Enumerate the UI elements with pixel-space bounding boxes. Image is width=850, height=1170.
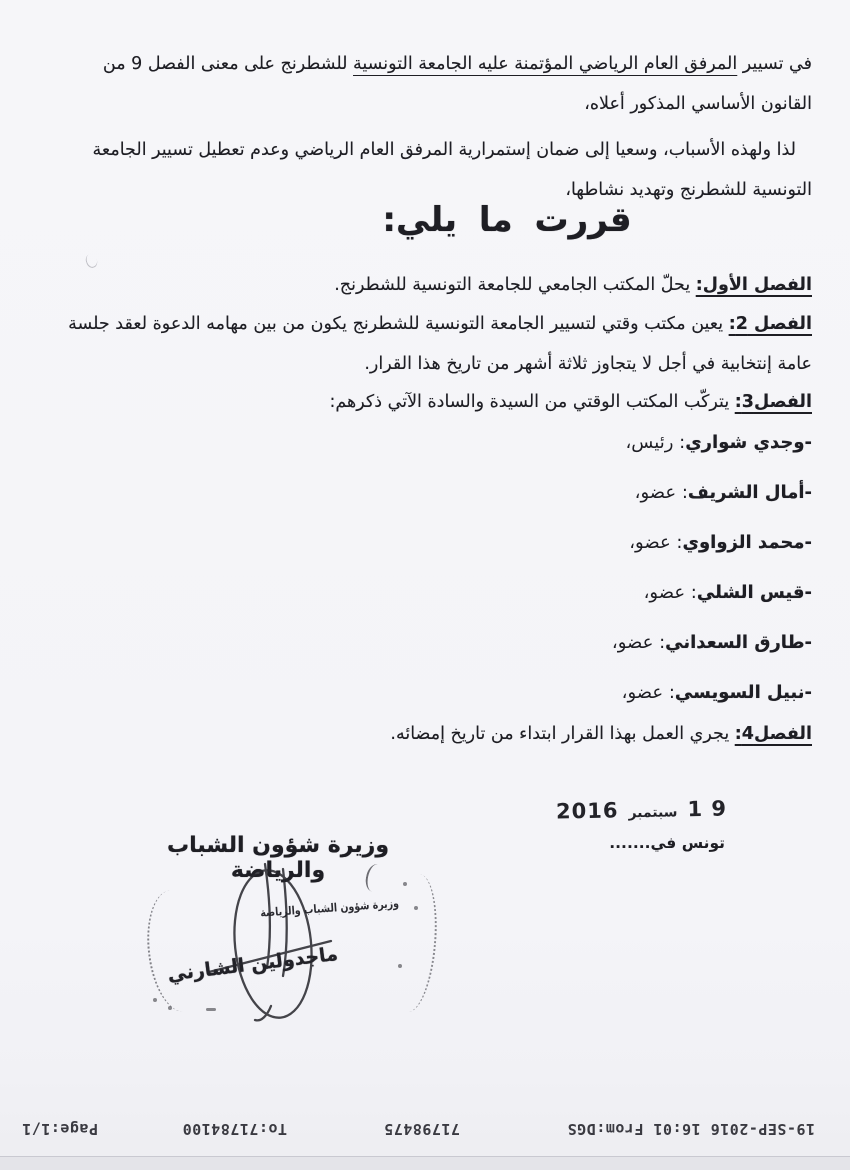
member-name: -طارق السعداني	[665, 632, 812, 653]
member-role: : عضو،	[634, 482, 688, 503]
article-3	[38, 382, 812, 422]
preamble-paragraph-2	[38, 130, 812, 210]
stamp-ink-dot	[168, 1006, 172, 1010]
article-4-label: الفصل4:	[734, 724, 812, 744]
stamp-ink-dot	[398, 964, 402, 968]
member-role: : عضو،	[621, 682, 675, 703]
article-4	[38, 714, 812, 754]
article-1	[38, 265, 812, 305]
date-stamp-month: سبتمبر	[628, 804, 678, 822]
paragraph-line: لذا ولهذه الأسباب، وسعيا إلى ضمان إستمرارية المرفق العام الرياضي وعدم تعطيل تسيير الجامعة	[92, 140, 796, 160]
member-name: -أمال الشريف	[687, 482, 812, 503]
stamp-ink-dot	[414, 906, 418, 910]
paragraph-line: القانون الأساسي المذكور أعلاه،	[584, 94, 812, 114]
preamble-paragraph-1	[38, 44, 812, 124]
minister-title: وزيرة شؤون الشباب والرياضة	[166, 833, 389, 883]
member-row	[38, 568, 812, 618]
fax-header-strip	[0, 1112, 850, 1140]
ink-stamp-minister-name: ماجدولين الشارني	[165, 943, 339, 986]
article-2	[38, 304, 812, 384]
text-run: للشطرنج على معنى الفصل 9 من	[102, 54, 354, 74]
member-role: : رئيس،	[625, 432, 686, 453]
stamp-border-arc-right	[386, 872, 442, 1013]
member-row	[38, 468, 812, 518]
member-row	[38, 618, 812, 668]
date-stamp-day: 1 9	[687, 796, 728, 822]
handwritten-signature	[213, 856, 333, 1026]
article-2-text-line1: يعين مكتب وقتي لتسيير الجامعة التونسية للشطرنج يكون من بين مهامه الدعوة لعقد جلسة	[68, 314, 729, 334]
article-1-label: الفصل الأول:	[695, 275, 812, 295]
scan-bottom-edge	[0, 1156, 850, 1170]
member-row	[38, 668, 812, 718]
date-stamp	[556, 797, 727, 824]
fax-recipient-number: To:71784100	[182, 1120, 287, 1138]
fax-timestamp-from: 19-SEP-2016 16:01 From:DGS	[567, 1120, 815, 1138]
stamp-border-arc-left	[141, 887, 213, 1015]
fax-page-indicator: Page:1/1	[21, 1120, 98, 1138]
member-name: -محمد الزواوي	[682, 532, 812, 553]
stamp-ink-dot	[403, 882, 407, 886]
paragraph-line: التونسية للشطرنج وتهديد نشاطها،	[565, 180, 812, 200]
stamp-ink-dot	[153, 998, 157, 1002]
underlined-text-run: المرفق العام الرياضي المؤتمنة عليه الجامعة التونسية	[353, 54, 738, 74]
article-2-text-line2: عامة إنتخابية في أجل لا يتجاوز ثلاثة أشهر من تاريخ هذا القرار.	[364, 354, 812, 374]
member-role: : عضو،	[629, 532, 683, 553]
member-name: -وجدي شواري	[685, 432, 812, 453]
article-2-label: الفصل 2:	[728, 314, 812, 334]
member-name: -قيس الشلي	[696, 582, 812, 603]
text-run: في تسيير	[737, 54, 812, 74]
ink-stamp-title: وزيرة شؤون الشباب والرياضة	[259, 896, 399, 920]
article-3-label: الفصل3:	[734, 392, 812, 412]
temporary-bureau-members-list	[38, 418, 812, 718]
paragraph-line	[38, 44, 812, 84]
date-stamp-year: 2016	[555, 798, 619, 824]
decision-title: قررت ما يلي:	[382, 200, 632, 240]
member-row	[38, 518, 812, 568]
member-row	[38, 418, 812, 468]
member-role: : عضو،	[643, 582, 697, 603]
place-date-line: تونس في.......	[609, 834, 725, 852]
member-role: : عضو،	[611, 632, 666, 653]
article-3-text: يتركّب المكتب الوقتي من السيدة والسادة الآتي ذكرهم:	[329, 392, 735, 412]
article-4-text: يجري العمل بهذا القرار ابتداء من تاريخ إمضائه.	[390, 724, 735, 744]
article-1-text: يحلّ المكتب الجامعي للجامعة التونسية للشطرنج.	[334, 275, 696, 295]
fax-sender-number: 71798475	[383, 1120, 460, 1138]
paragraph-line	[38, 304, 812, 344]
member-name: -نبيل السويسي	[674, 682, 812, 703]
